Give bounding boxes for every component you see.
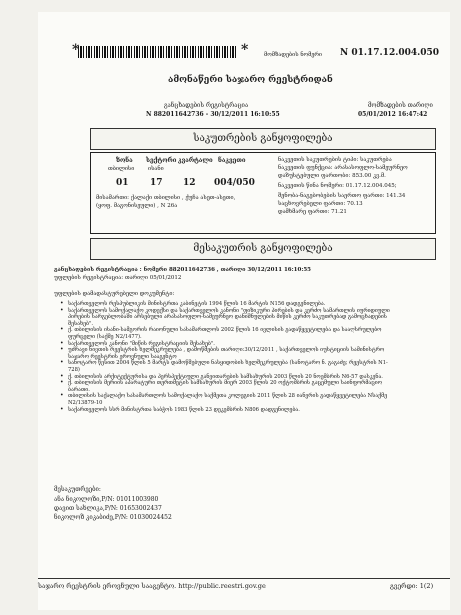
agency-title: ამონაწერი საჯარო რეესტრიდან [168,75,333,85]
sub-tbilisi: თბილისი [108,166,135,172]
parcel-function: ნაკვეთის ფუნქცია: არასასოფლო-სამეურნეო [278,165,408,171]
doc-number: N 01.17.12.004.050 [340,48,440,58]
reg-number: N 882011642736 - 30/12/2011 16:10:55 [146,111,280,118]
val-quarter: 12 [183,178,196,188]
address-line-2: (ყოფ. მაგონისეული) , N 26ა [96,203,178,209]
val-sector: 17 [150,178,163,188]
col-sector: სექტორი [146,157,177,164]
owner-row: ნიკოლოზ კიკაბიძე,P/N: 01030024452 [54,514,172,521]
footer-page-number: გვერდი: 1(2) [390,582,434,590]
owner-section-title: მესაკუთრის განყოფილება [193,243,333,254]
prep-label: მომზადების თარიღი [368,102,433,109]
sub-isani: ისანი [148,166,164,172]
parcel-previous-number: ნაკვეთის წინა ნომერი: 01.17.12.004.045; [278,183,397,189]
living-area: საცხოვრებელი ფართი: 70.13 [278,201,363,207]
val-parcel: 004/050 [214,178,255,188]
document-page [38,12,450,610]
auxiliary-area: დამხმარე ფართი: 71.21 [278,209,347,215]
barcode [78,46,238,58]
prep-date: 05/01/2012 16:47:42 [358,111,428,118]
list-item: • ქ. თბილისის ისანი-სამგორის რაიონული სასამართლოს 2002 წლის 16 ივლისის გადაწყვეტილება და სააღსრულებო ფურცელი (საქმე N2/1477). [60,327,390,340]
list-item: • საქართველოს რესპუბლიკის მინისტრთა კაბინეტის 1994 წლის 16 მარტის N156 დადგენილება. [60,301,390,308]
col-parcel: ნაკვეთი [218,157,246,164]
barcode-star-left: * [72,42,80,58]
parcel-area: დაზუსტებული ფართობი: 853.00 კვ.მ. [278,173,386,179]
list-item: • ქ. თბილისის არქიტექტურისა და პერსპექტიული განვითარების სამსახურის 2003 წლის 20 ნოემბრის N6-57 დასკვნა. [60,374,390,381]
building-total-area: შენობა-ნაგებობების საერთო ფართი: 141.34 [278,193,406,199]
ownership-section-title: საკუთრების განყოფილება [193,133,333,144]
address-line: მისამართი: ქალაქი თბილისი , ქუჩა ასეთ-ასეთი, [96,195,236,201]
owner-reg-line: განცხადების რეგისტრაცია : ნომერი 882011642736 , თარიღი 30/12/2011 16:10:55 [54,267,312,273]
reg-label: განცხადების რეგისტრაცია [164,102,249,109]
parcel-ownership-type: ნაკვეთის საკუთრების ტიპი: საკუთრება [278,157,392,163]
list-item: • თბილისის საქალაქო სასამართლოს სამოქალაქო საქმეთა კოლეგიის 2011 წლის 28 იანვრის გადაწყვეტილება Nსაქმე N2/13879-10 [60,393,390,406]
list-item: • საქართველოს კანონი "მიწის რეგისტრაციის შესახებ". [60,341,390,348]
list-item: • საქართველოს სამოქალაქო კოდექსი და საქართველოს კანონი "ფიზიკური პირების და კერძო სამართლის იურიდიული პირების სარგებლობაში არსებული არასასოფლო-სამეურნეო დანიშნულების მიწის კერძო საკუთრებად გამოცხადების შესახებ". [60,308,390,328]
doc-number-label: მომზადების ნომერი [264,52,323,58]
owner-date-line: უფლების რეგისტრაცია: თარიღი 05/01/2012 [54,275,182,281]
basis-label: უფლების დამადასტურებელი დოკუმენტი: [54,291,175,297]
list-item: • უძრავი ნივთის რეესტრის ხელშეკრულება , დამოწმების თარიღი:30/12/2011 , საქართველოს იუსტიციის სამინისტრო საჯარო რეესტრის ეროვნული სააგენტო [60,347,390,360]
list-item: • ქ. თბილისის მერიის აპარატური თერთმეტის სამსახურის მიერ 2003 წლის 20 ოქტომბრის გაცემული საინფორმაციო ბარათი. [60,380,390,393]
owner-row: ანა ნიკოლოზი,P/N: 01011003980 [54,496,159,503]
footer-divider [38,578,450,579]
footer-agency-url: საჯარო რეესტრის ეროვნული სააგენტო. http://public.reestri.gov.ge [38,582,266,590]
owner-row: დავით სახლიკა,P/N: 01653002437 [54,505,162,512]
col-zone: ზონა [116,157,133,164]
col-quarter: კვარტალი [178,157,213,164]
val-zone: 01 [116,178,129,188]
barcode-star-right: * [241,42,249,58]
list-item: • სანოტარო წესით 2004 წლის 5 მარტს დამოწმებული ნასყიდობის ხელშეკრულება (სანოტარო ნ. გაგაძე; რეესტრის N1-728) [60,360,390,373]
basis-list [60,301,390,413]
owner-section-banner [90,238,436,260]
ownership-section-banner [90,128,436,150]
owners-label: მესაკუთრეები: [54,486,101,493]
list-item: • საქართველოს სსრ მინისტრთა საბჭოს 1983 წლის 23 დეკემბრის N806 დადგენილება. [60,407,390,414]
